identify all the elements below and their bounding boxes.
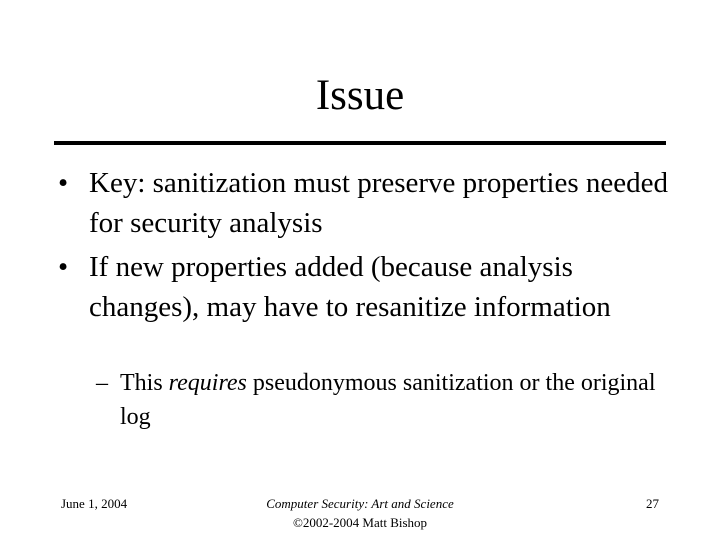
bullet-item xyxy=(58,247,678,327)
sub-bullet-marker: – xyxy=(96,370,108,396)
footer-center xyxy=(200,494,520,532)
footer-date: June 1, 2004 xyxy=(61,496,128,511)
page-number: 27 xyxy=(646,496,659,511)
bullet-marker: • xyxy=(58,251,69,283)
bullet-text: If new properties added (because analysis changes), may have to resanitize information xyxy=(89,251,611,323)
bullet-item xyxy=(58,163,678,243)
bullet-marker: • xyxy=(58,167,69,199)
slide-title: Issue xyxy=(315,72,405,119)
sub-bullet-item xyxy=(96,366,686,434)
bullet-text: Key: sanitization must preserve properties needed for security analysis xyxy=(89,167,668,239)
sub-bullet-text-end: pseudonymous sanitization or the original log xyxy=(120,370,656,430)
footer-copyright: ©2002-2004 Matt Bishop xyxy=(292,515,428,530)
title-divider xyxy=(54,141,666,145)
sub-bullet-emphasis: requires xyxy=(168,370,247,396)
sub-bullet-text xyxy=(120,366,686,434)
sub-bullet-text-start: This xyxy=(120,370,169,396)
footer-work-title: Computer Security: Art and Science xyxy=(266,496,454,511)
